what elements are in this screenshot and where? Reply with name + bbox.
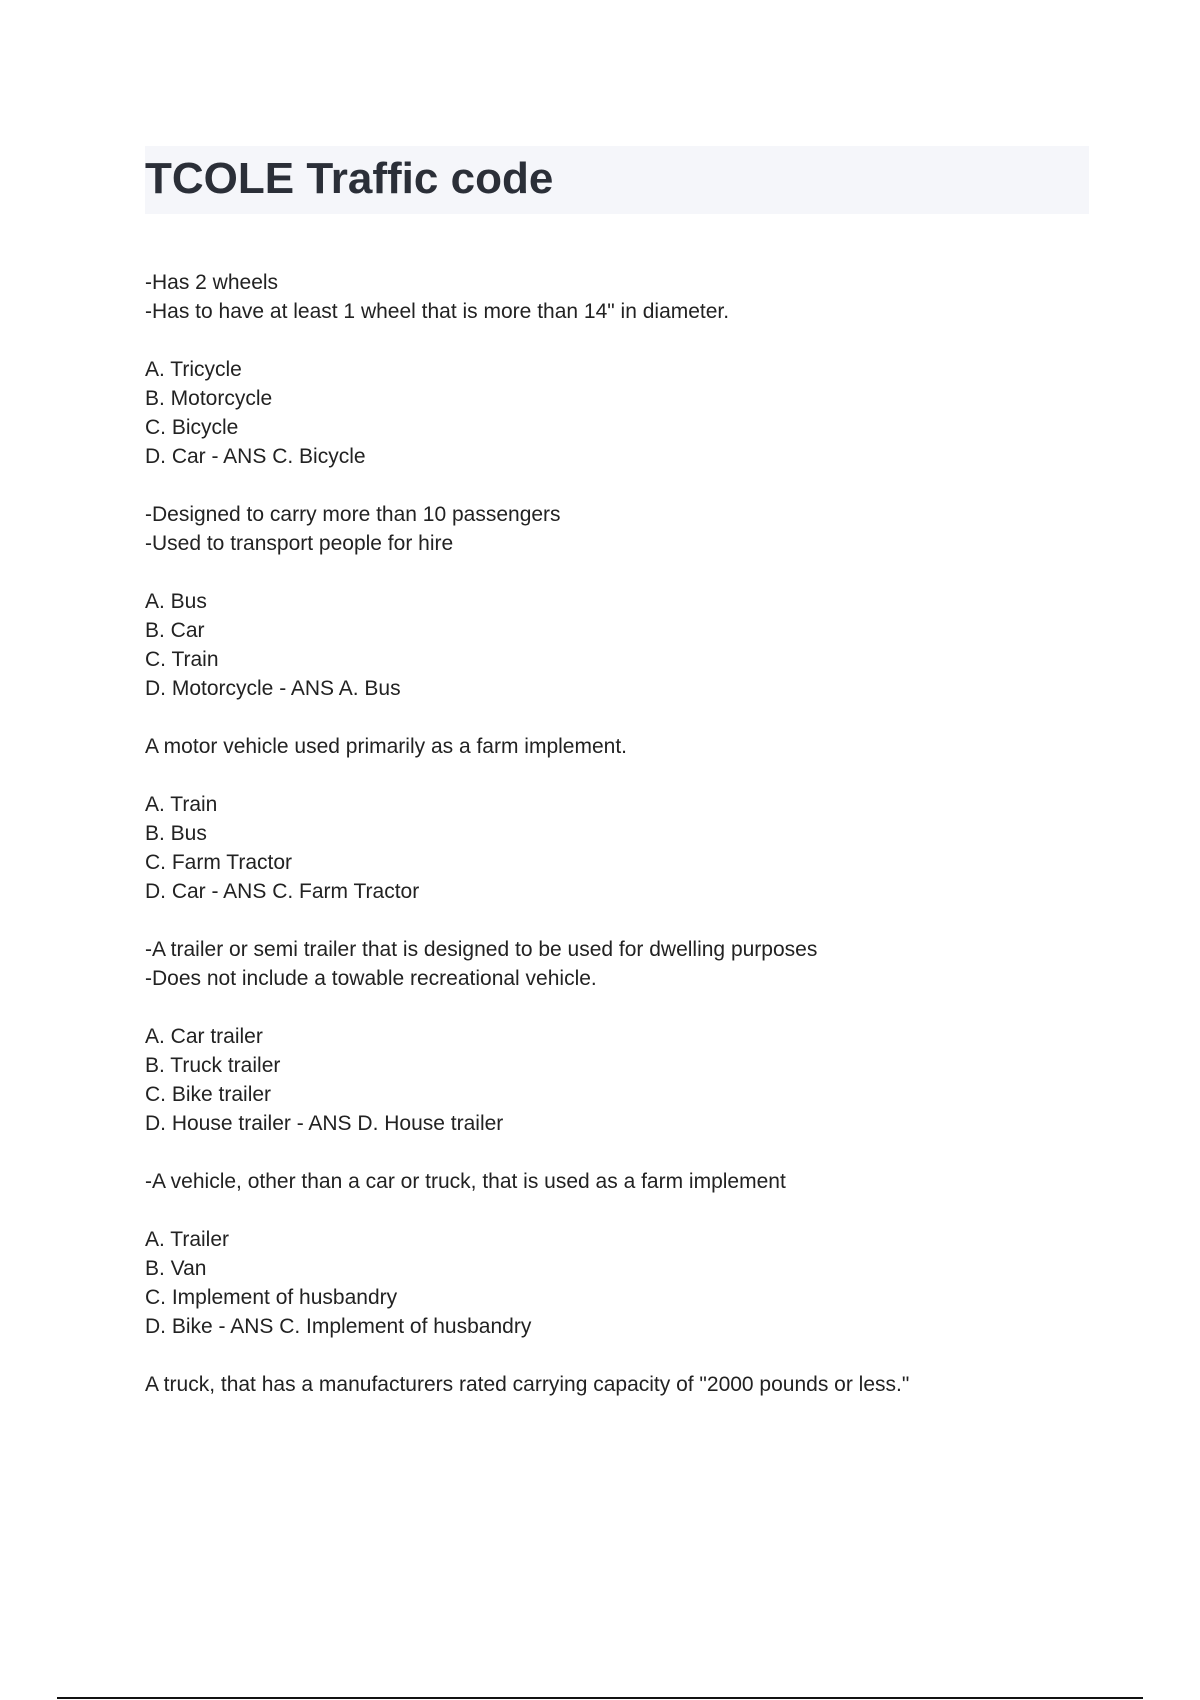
option-line: C. Farm Tractor [145, 851, 293, 874]
document-body [145, 268, 1095, 1428]
option-line: D. Bike - ANS C. Implement of husbandry [145, 1315, 532, 1338]
answer-options [145, 1225, 1095, 1341]
option-line: D. Car - ANS C. Bicycle [145, 445, 366, 468]
option-line: C. Bike trailer [145, 1083, 272, 1106]
prompt-line: A truck, that has a manufacturers rated carrying capacity of "2000 pounds or less." [145, 1373, 910, 1396]
option-line: C. Implement of husbandry [145, 1286, 398, 1309]
page-title: TCOLE Traffic code [145, 154, 554, 203]
answer-options [145, 355, 1095, 471]
prompt-line: -Designed to carry more than 10 passengers [145, 503, 561, 526]
option-line: B. Car [145, 619, 205, 642]
question-prompt [145, 500, 1095, 558]
prompt-line: -Has to have at least 1 wheel that is more than 14" in diameter. [145, 300, 730, 323]
title-banner [145, 146, 1089, 214]
option-line: B. Van [145, 1257, 207, 1280]
question-prompt [145, 935, 1095, 993]
answer-options [145, 790, 1095, 906]
option-line: D. Motorcycle - ANS A. Bus [145, 677, 401, 700]
option-line: B. Truck trailer [145, 1054, 281, 1077]
footer-divider [57, 1697, 1143, 1699]
option-line: A. Train [145, 793, 218, 816]
option-line: D. House trailer - ANS D. House trailer [145, 1112, 504, 1135]
option-line: A. Bus [145, 590, 207, 613]
option-line: B. Bus [145, 822, 207, 845]
option-line: C. Bicycle [145, 416, 239, 439]
option-line: A. Car trailer [145, 1025, 263, 1048]
option-line: C. Train [145, 648, 219, 671]
option-line: B. Motorcycle [145, 387, 273, 410]
answer-options [145, 587, 1095, 703]
question-prompt [145, 1370, 1095, 1399]
prompt-line: A motor vehicle used primarily as a farm implement. [145, 735, 628, 758]
answer-options [145, 1022, 1095, 1138]
prompt-line: -Used to transport people for hire [145, 532, 454, 555]
prompt-line: -Does not include a towable recreational vehicle. [145, 967, 597, 990]
option-line: A. Trailer [145, 1228, 230, 1251]
option-line: A. Tricycle [145, 358, 242, 381]
question-prompt [145, 268, 1095, 326]
prompt-line: -A vehicle, other than a car or truck, that is used as a farm implement [145, 1170, 786, 1193]
prompt-line: -A trailer or semi trailer that is designed to be used for dwelling purposes [145, 938, 818, 961]
question-prompt [145, 1167, 1095, 1196]
prompt-line: -Has 2 wheels [145, 271, 279, 294]
option-line: D. Car - ANS C. Farm Tractor [145, 880, 420, 903]
question-prompt [145, 732, 1095, 761]
